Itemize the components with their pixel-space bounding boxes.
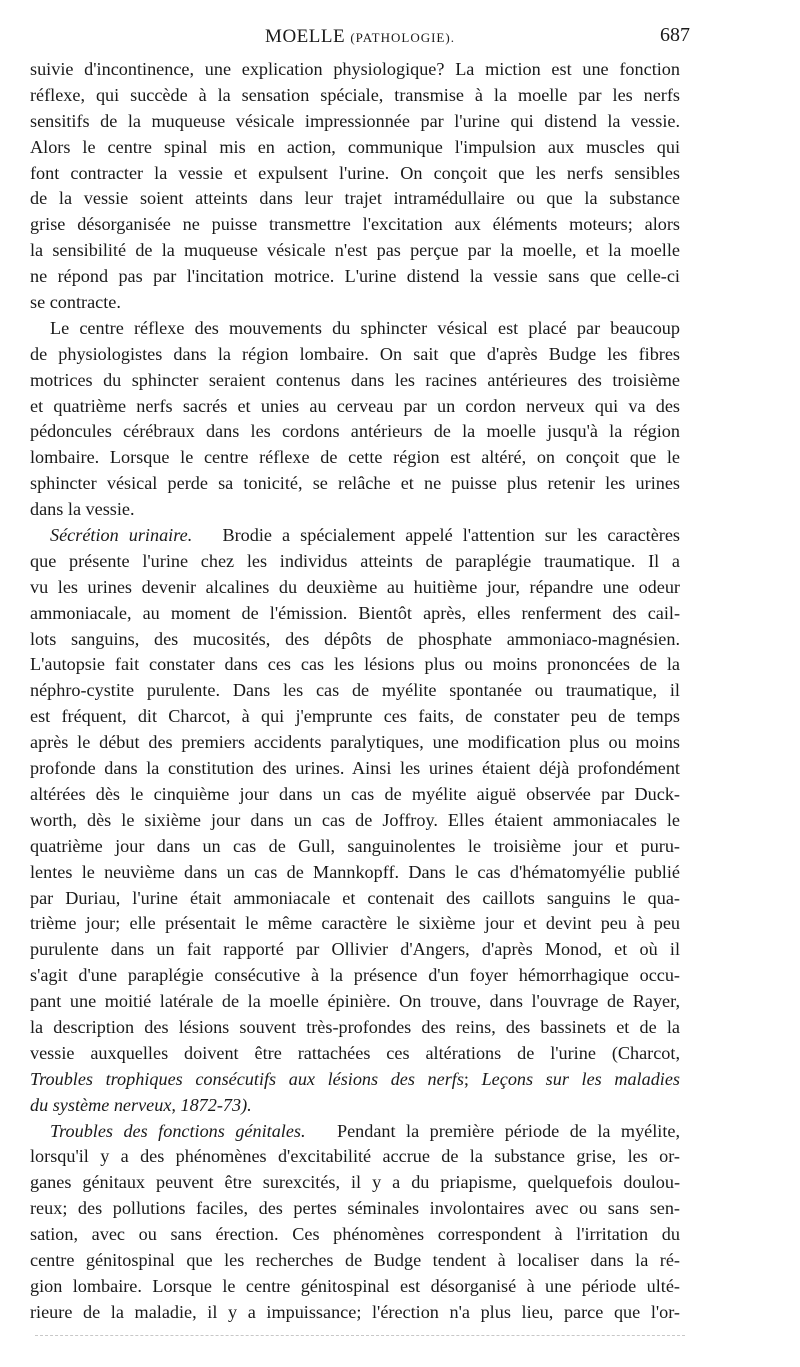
text-line: par Duriau, l'urine était ammoniacale et contenait des caillots sanguins le qua- (30, 887, 680, 908)
text-line: reux; des pollutions faciles, des pertes séminales involontaires avec ou sans sen- (30, 1198, 680, 1219)
text-line: est fréquent, dit Charcot, à qui j'emprunte ces faits, de constater peu de temps (30, 706, 680, 727)
text-line: profonde dans la constitution des urines. Ainsi les urines étaient déjà profondément (30, 758, 680, 779)
section-heading-secretion: Sécrétion urinaire. (50, 525, 193, 546)
text-line: néphro-cystite purulente. Dans les cas de myélite spontanée ou traumatique, il (30, 680, 680, 701)
text-line: de la vessie soient atteints dans leur trajet intramédullaire ou que la substance (30, 188, 680, 209)
text-line: centre génitospinal que les recherches de Budge tendent à localiser dans la ré- (30, 1249, 680, 1270)
text-line: ammoniacale, au moment de l'émission. Bientôt après, elles renferment des cail- (30, 602, 680, 623)
text-line: sphincter vésical perde sa tonicité, se relâche et ne puisse plus retenir les urines (30, 473, 680, 494)
text-line: la description des lésions souvent très-profondes des reins, des bassinets et de la (30, 1016, 680, 1037)
text-line: font contracter la vessie et expulsent l'urine. On conçoit que les nerfs sensibles (30, 162, 680, 183)
header-title: MOELLE (265, 26, 346, 47)
text-line: et quatrième nerfs sacrés et unies au cerveau par un cordon nerveux qui va des (30, 395, 680, 416)
text-fragment: Pendant la première période de la myélite, (336, 1120, 680, 1141)
text-line: ganes génitaux peuvent être surexcités, il y a du priapisme, quelquefois doulou- (30, 1172, 680, 1193)
text-line: s'agit d'une paraplégie consécutive à la présence d'un foyer hémorrhagique occu- (30, 965, 680, 986)
text-line: lorsqu'il y a des phénomènes d'excitabilité accrue de la substance grise, les or- (30, 1146, 680, 1167)
page-number: 687 (660, 24, 690, 46)
text-line: rieure de la maladie, il y a impuissance; l'érection n'a plus lieu, parce que l'or- (30, 1301, 680, 1322)
header-subtitle: (PATHOLOGIE). (350, 30, 455, 45)
text-line (30, 1067, 680, 1093)
reference-title: Leçons sur les maladies (481, 1068, 680, 1089)
section-heading-genital: Troubles des fonctions génitales. (50, 1120, 306, 1141)
text-line: Le centre réflexe des mouvements du sphincter vésical est placé par beaucoup (50, 317, 680, 338)
text-line (30, 523, 680, 549)
text-line: de physiologistes dans la région lombaire. On sait que d'après Budge les fibres (30, 343, 680, 364)
text-line: sation, avec ou sans érection. Ces phénomènes correspondent à l'irritation du (30, 1224, 680, 1245)
text-line: ne répond pas par l'incitation motrice. L'urine distend la vessie sans que celle-ci (30, 266, 680, 287)
text-line: lentes le neuvième dans un cas de Mannkopff. Dans le cas d'hématomyélie publié (30, 861, 680, 882)
text-line (30, 1093, 680, 1119)
reference-title: Troubles trophiques consécutifs aux lésions des nerfs (30, 1068, 464, 1089)
text-line: vu les urines devenir alcalines du deuxième au huitième jour, répandre une odeur (30, 576, 680, 597)
text-line: quatrième jour dans un cas de Gull, sanguinolentes le troisième jour et puru- (30, 835, 680, 856)
text-line: se contracte. (30, 292, 121, 313)
text-line: trième jour; elle présentait le même caractère le sixième jour et devint peu à peu (30, 913, 680, 934)
text-fragment: Brodie a spécialement appelé l'attention sur les caractères (222, 525, 680, 546)
text-line: dans la vessie. (30, 499, 135, 520)
text-line: worth, dès le sixième jour dans un cas de Joffroy. Elles étaient ammoniacales le (30, 809, 680, 830)
text-line: lots sanguins, des mucosités, des dépôts de phosphate ammoniaco-magnésien. (30, 628, 680, 649)
text-line: gion lombaire. Lorsque le centre génitospinal est désorganisé à une période ulté- (30, 1275, 680, 1296)
text-line: purulente dans un fait rapporté par Ollivier d'Angers, d'après Monod, et où il (30, 939, 680, 960)
text-line: L'autopsie fait constater dans ces cas les lésions plus ou moins prononcées de la (30, 654, 680, 675)
text-line: motrices du sphincter seraient contenus dans les racines antérieures des troisième (30, 369, 680, 390)
text-line: la sensibilité de la muqueuse vésicale n'est pas perçue par la moelle, et la moelle (30, 240, 680, 261)
text-line: vessie auxquelles doivent être rattachées ces altérations de l'urine (Charcot, (30, 1042, 680, 1063)
text-line: pant une moitié latérale de la moelle épinière. On trouve, dans l'ouvrage de Rayer, (30, 991, 680, 1012)
body-text (30, 57, 680, 1326)
text-line: sensitifs de la muqueuse vésicale impressionnée par l'urine qui distend la vessie. (30, 110, 680, 131)
text-line: grise désorganisée ne puisse transmettre l'excitation aux éléments moteurs; alors (30, 214, 680, 235)
text-fragment: ; (463, 1068, 482, 1089)
text-line: pédoncules cérébraux dans les cordons antérieurs de la moelle jusqu'à la région (30, 421, 680, 442)
text-line: altérées dès le cinquième jour dans un cas de myélite aiguë observée par Duck- (30, 783, 680, 804)
text-line: suivie d'incontinence, une explication physiologique? La miction est une fonction (30, 59, 680, 79)
text-line: Alors le centre spinal mis en action, communique l'impulsion aux muscles qui (30, 136, 680, 157)
footer-rule (35, 1335, 685, 1337)
text-line: lombaire. Lorsque le centre réflexe de cette région est altéré, on conçoit que le (30, 447, 680, 468)
text-line: que présente l'urine chez les individus atteints de paraplégie traumatique. Il a (30, 550, 680, 571)
reference-title-continued: du système nerveux, 1872-73). (30, 1094, 252, 1115)
text-line: après le début des premiers accidents paralytiques, une modification plus ou moins (30, 732, 680, 753)
text-line: réflexe, qui succède à la sensation spéciale, transmise à la moelle par les nerfs (30, 84, 680, 105)
text-line (30, 1119, 680, 1145)
running-header (30, 26, 690, 48)
